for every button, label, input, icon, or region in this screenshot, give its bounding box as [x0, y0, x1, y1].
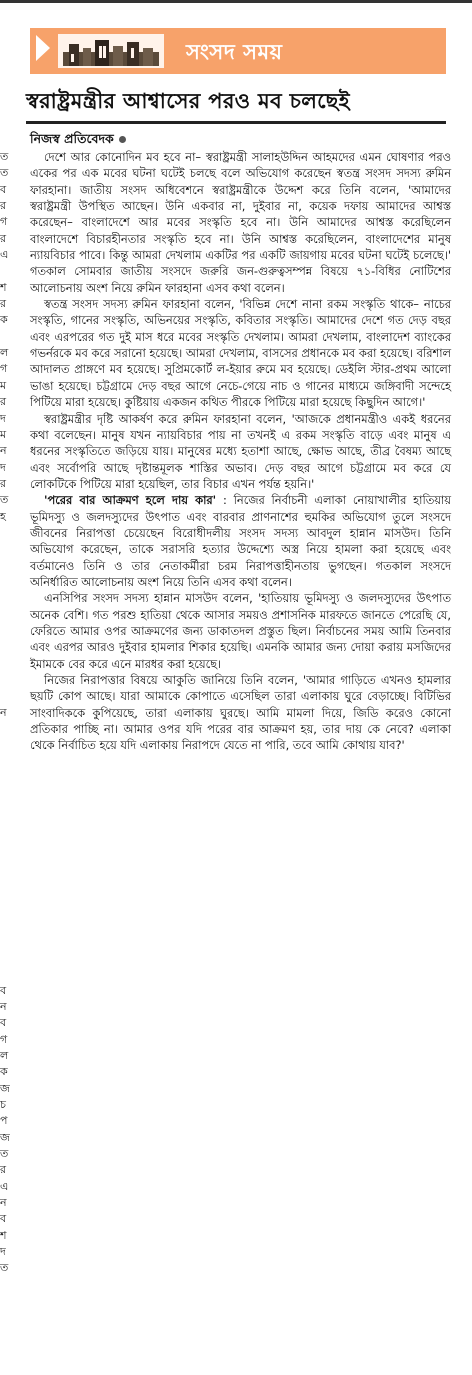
- parliament-logo-icon: [61, 38, 161, 68]
- adjacent-column-fragment: [0, 329, 11, 345]
- adjacent-column-fragment: [0, 1326, 11, 1342]
- adjacent-column-fragment: ব: [0, 1016, 7, 1030]
- adjacent-column-fragment: ম: [0, 378, 7, 392]
- section-label: সংসদ সময়: [186, 40, 283, 64]
- adjacent-column-fragment: র: [0, 1163, 7, 1177]
- byline-text: নিজস্ব প্রতিবেদক: [30, 131, 114, 146]
- adjacent-column-fragment: ব: [0, 1212, 7, 1226]
- adjacent-column-fragment: র: [0, 199, 7, 213]
- adjacent-column-fragment: র: [0, 476, 7, 490]
- article-headline: স্বরাষ্ট্রমন্ত্রীর আশ্বাসের পরও মব চলছেই: [26, 89, 350, 113]
- adjacent-column-fragment: ত: [0, 166, 9, 180]
- adjacent-column-fragment: ক: [0, 313, 8, 327]
- adjacent-column-fragment: [0, 786, 11, 802]
- adjacent-column-fragment: [0, 1293, 11, 1309]
- adjacent-column-fragment: র: [0, 297, 7, 311]
- adjacent-column-fragment: [0, 737, 11, 753]
- adjacent-column-fragment: গ: [0, 1032, 8, 1046]
- adjacent-column-fragment: [0, 590, 11, 606]
- adjacent-column-fragment: [0, 803, 11, 819]
- adjacent-column-fragment: [0, 950, 11, 966]
- adjacent-column-fragment: ন: [0, 999, 7, 1013]
- adjacent-column-fragment: [0, 721, 11, 737]
- arrow-icon: [36, 35, 50, 61]
- article-paragraph: নিজের নিরাপত্তার বিষয়ে আকুতি জানিয়ে তিনি বলেন, 'আমার গাড়িতে এখনও হামলার ছয়টি কোপ আছে। যারা আমাকে কোপাতে এসেছিল তারা এলাকায় ঘুরে বেড়াচ্ছে। বিটিভির সাংবাদিককে কুপিয়েছে, তারা এলাকায় ঘুরছে। আমি মামলা দিয়ে, জিডি করেও কোনো প্রতিকার পাচ্ছি না। আমার ওপর যদি পরের বার আক্রমণ হয়, তার দায় কে নেবে? এলাকা থেকে নির্বাচিত হয়ে যদি এলাকায় নিরাপদে যেতে না পারি, তবে আমি কোথায় যাব?': [30, 673, 451, 753]
- adjacent-column-fragment: [0, 263, 11, 279]
- adjacent-column-fragment: গ: [0, 362, 8, 376]
- adjacent-column-fragment: [0, 656, 11, 672]
- adjacent-column-fragment: র: [0, 395, 7, 409]
- adjacent-column-fragment: [0, 1277, 11, 1293]
- adjacent-column-fragment: র: [0, 231, 7, 245]
- article-paragraph: দেশে আর কোনোদিন মব হবে না– স্বরাষ্ট্রমন্ত্রী সালাহউদ্দিন আহমদের এমন ঘোষণার পরও একের পর এক মবের ঘটনা ঘটেই চলছে বলে অভিযোগ করেছেন স্বতন্ত্র সংসদ সদস্য রুমিন ফারহানা। জাতীয় সংসদ অধিবেশনে স্বরাষ্ট্রমন্ত্রীকে উদ্দেশ করে তিনি বলেন, 'আমাদের স্বরাষ্ট্রমন্ত্রী উপস্থিত আছেন। উনি একবার না, দুইবার না, কয়েক দফায় আমাদের আশ্বস্ত করেছেন– বাংলাদেশে আর মবের সংস্কৃতি হবে না। উনি আমাদের আশ্বস্ত করেছিলেন বাংলাদেশে বিচারহীনতার সংস্কৃতি হবে না। উনি আশ্বস্ত করেছিলেন, বাংলাদেশের মানুষ ন্যায়বিচার পাবে। কিন্তু আমরা দেখলাম একটির পর একটি জায়গায় মবের ঘটনা ঘটেই চলেছে।' গতকাল সোমবার জাতীয় সংসদে জরুরি জন-গুরুত্বসম্পন্ন বিষয়ে ৭১-বিধির নোটিশের আলোচনায় অংশ নিয়ে রুমিন ফারহানা এসব কথা বলেন।: [30, 150, 451, 295]
- adjacent-column-fragment: জ: [0, 1130, 10, 1144]
- article-subhead: 'পরের বার আক্রমণ হলে দায় কার': [44, 493, 217, 508]
- adjacent-column-fragment: হ: [0, 509, 6, 523]
- adjacent-column-fragment: [0, 852, 11, 868]
- adjacent-column-fragment: [0, 1309, 11, 1325]
- adjacent-column-fragment: [0, 607, 11, 623]
- adjacent-column-fragment: ল: [0, 346, 9, 360]
- adjacent-column-strip: [0, 149, 11, 1275]
- adjacent-column-fragment: ন: [0, 444, 7, 458]
- adjacent-column-fragment: ন: [0, 1196, 7, 1209]
- adjacent-column-fragment: দ: [0, 411, 6, 425]
- adjacent-column-fragment: চ: [0, 1097, 6, 1111]
- adjacent-column-fragment: [0, 901, 11, 917]
- article-paragraph: এনসিপির সংসদ সদস্য হান্নান মাসউদ বলেন, 'হাতিয়ায় ভূমিদস্যু ও জলদস্যুদের উৎপাত অনেক বেশি। গত পরশু হাতিয়া থেকে আসার সময়ও প্রশাসনিক মারফতে জানতে পেরেছি যে, ফেরিতে আমার ওপর আক্রমণের জন্য ডাকাতদল প্রস্তুত ছিল। নির্বাচনের সময় আমি তিনবার এবং এরপর আরও দুইবার হামলার শিকার হয়েছি। এমনকি আমার জন্য দোয়া করায় মসজিদের ইমামকে বের করে এনে মারধর করা হয়েছে।: [30, 591, 451, 671]
- adjacent-column-fragment: [0, 754, 11, 770]
- adjacent-column-fragment: ত: [0, 150, 9, 163]
- adjacent-column-fragment: এ: [0, 1179, 9, 1193]
- adjacent-column-fragment: ল: [0, 1048, 9, 1062]
- adjacent-column-fragment: [0, 917, 11, 933]
- adjacent-column-fragment: জ: [0, 1081, 10, 1095]
- adjacent-column-fragment: [0, 1358, 11, 1374]
- article-paragraph-text: নিজের নির্বাচনী এলাকা নোয়াখালীর হাতিয়ায় ভূমিদস্যু ও জলদস্যুদের উৎপাত এবং বারবার প্রাণনাশের হুমকির অভিযোগ তুলে সংসদে জীবনের নিরাপত্তা চেয়েছেন বিরোধীদলীয় সংসদ সদস্য আবদুল হান্নান মাসউদ। তিনি অভিযোগ করেছেন, তাকে সরাসরি হত্যার উদ্দেশ্যে অস্ত্র নিয়ে হামলা করা হয়েছে এবং বর্তমানেও তিনি ও তার নেতাকর্মীরা চরম নিরাপত্তাহীনতায় ভুগছেন। গতকাল সংসদে অনির্ধারিত আলোচনায় অংশ নিয়ে তিনি এসব কথা বলেন।: [30, 493, 451, 589]
- adjacent-column-fragment: ত: [0, 1146, 9, 1160]
- adjacent-column-fragment: [0, 525, 11, 541]
- adjacent-column-fragment: ত: [0, 493, 9, 507]
- adjacent-column-fragment: দ: [0, 460, 6, 474]
- adjacent-column-fragment: [0, 574, 11, 590]
- adjacent-column-fragment: দ: [0, 1245, 6, 1259]
- bullet-icon: [119, 136, 126, 143]
- adjacent-column-fragment: [0, 835, 11, 851]
- adjacent-column-fragment: [0, 868, 11, 884]
- article-paragraph: 'পরের বার আক্রমণ হলে দায় কার' : নিজের নির্বাচনী এলাকা নোয়াখালীর হাতিয়ায় ভূমিদস্যু ও জলদস্যুদের উৎপাত এবং বারবার প্রাণনাশের হুমকির অভিযোগ তুলে সংসদে জীবনের নিরাপত্তা চেয়েছেন বিরোধীদলীয় সংসদ সদস্য আবদুল হান্নান মাসউদ। তিনি অভিযোগ করেছেন, তাকে সরাসরি হত্যার উদ্দেশ্যে অস্ত্র নিয়ে হামলা করা হয়েছে এবং বর্তমানেও তিনি ও তার নেতাকর্মীরা চরম নিরাপত্তাহীনতায় ভুগছেন। গতকাল সংসদে অনির্ধারিত আলোচনায় অংশ নিয়ে তিনি এসব কথা বলেন।: [30, 493, 451, 589]
- adjacent-column-fragment: [0, 770, 11, 786]
- adjacent-column-fragment: প: [0, 1114, 8, 1128]
- adjacent-column-fragment: [0, 541, 11, 557]
- adjacent-column-fragment: শ: [0, 280, 7, 294]
- adjacent-column-fragment: [0, 672, 11, 688]
- adjacent-column-fragment: [0, 966, 11, 982]
- adjacent-column-fragment: এ: [0, 248, 9, 262]
- adjacent-column-fragment: শ: [0, 1228, 7, 1242]
- adjacent-column-fragment: ব: [0, 983, 7, 997]
- adjacent-column-fragment: [0, 688, 11, 704]
- adjacent-column-fragment: ক: [0, 1065, 8, 1079]
- adjacent-column-fragment: [0, 1342, 11, 1358]
- adjacent-column-fragment: [0, 558, 11, 574]
- article-body: [30, 149, 451, 947]
- adjacent-column-fragment: [0, 623, 11, 639]
- adjacent-column-fragment: ব: [0, 182, 7, 196]
- article-paragraph: স্বরাষ্ট্রমন্ত্রীর দৃষ্টি আকর্ষণ করে রুমিন ফারহানা বলেন, 'আজকে প্রধানমন্ত্রীও একই ধরনের কথা বলেছেন। মানুষ যখন ন্যায়বিচার পায় না তখনই এ রকম সংস্কৃতি বাড়ে এবং মানুষ এ ধরনের সংস্কৃতিতে জড়িয়ে যায়। মানুষের মধ্যে হতাশা আছে, ক্ষোভ আছে, তীব্র বৈষম্য আছে এবং সর্বোপরি আছে দৃষ্টান্তমূলক শাস্তির অভাব। দেড় বছর আগে চট্টগ্রামে মব করে যে লোকটিকে পিটিয়ে মারা হয়েছিল, তার বিচার এখন পর্যন্ত হয়নি।': [30, 411, 451, 491]
- adjacent-column-fragment: গ: [0, 215, 8, 229]
- section-logo: [58, 34, 164, 68]
- adjacent-column-fragment: [0, 639, 11, 655]
- headline-rule: [26, 121, 446, 124]
- article-paragraph: স্বতন্ত্র সংসদ সদস্য রুমিন ফারহানা বলেন, 'বিভিন্ন দেশে নানা রকম সংস্কৃতি থাকে– নাচের সংস্কৃতি, গানের সংস্কৃতি, অভিনয়ের সংস্কৃতি, কবিতার সংস্কৃতি। আমাদের দেশে গত দেড় বছর এবং এরপরের গত দুই মাস ধরে মবের সংস্কৃতি দেখলাম। আমরা দেখলাম, বাংলাদেশ ব্যাংকের গভর্নরকে মব করে সরানো হয়েছে। আমরা দেখলাম, বাসসের প্রধানকে মব করা হয়েছে। বরিশাল আদালত প্রাঙ্গণে মব হয়েছে। সুপ্রিমকোর্ট ল-ইয়ার রুমে মব হয়েছে। ডেইলি স্টার-প্রথম আলো ভাঙা হয়েছে। চট্টগ্রামে দেড় বছর আগে নেচে-গেয়ে নাচ ও গানের মাধ্যমে জঙ্গিবাদী সন্দেহে পিটিয়ে মারা হয়েছে। কুষ্টিয়ায় একজন কথিত পীরকে পিটিয়ে মারা হয়েছে কিছুদিন আগে।': [30, 297, 451, 410]
- adjacent-column-fragment: [0, 934, 11, 950]
- adjacent-column-fragment: [0, 884, 11, 900]
- adjacent-column-fragment: ন: [0, 705, 7, 719]
- adjacent-column-fragment: [0, 819, 11, 835]
- byline: [30, 131, 126, 147]
- adjacent-column-fragment: ত: [0, 1261, 9, 1275]
- top-rule: [0, 0, 472, 3]
- adjacent-column-fragment: ম: [0, 427, 7, 441]
